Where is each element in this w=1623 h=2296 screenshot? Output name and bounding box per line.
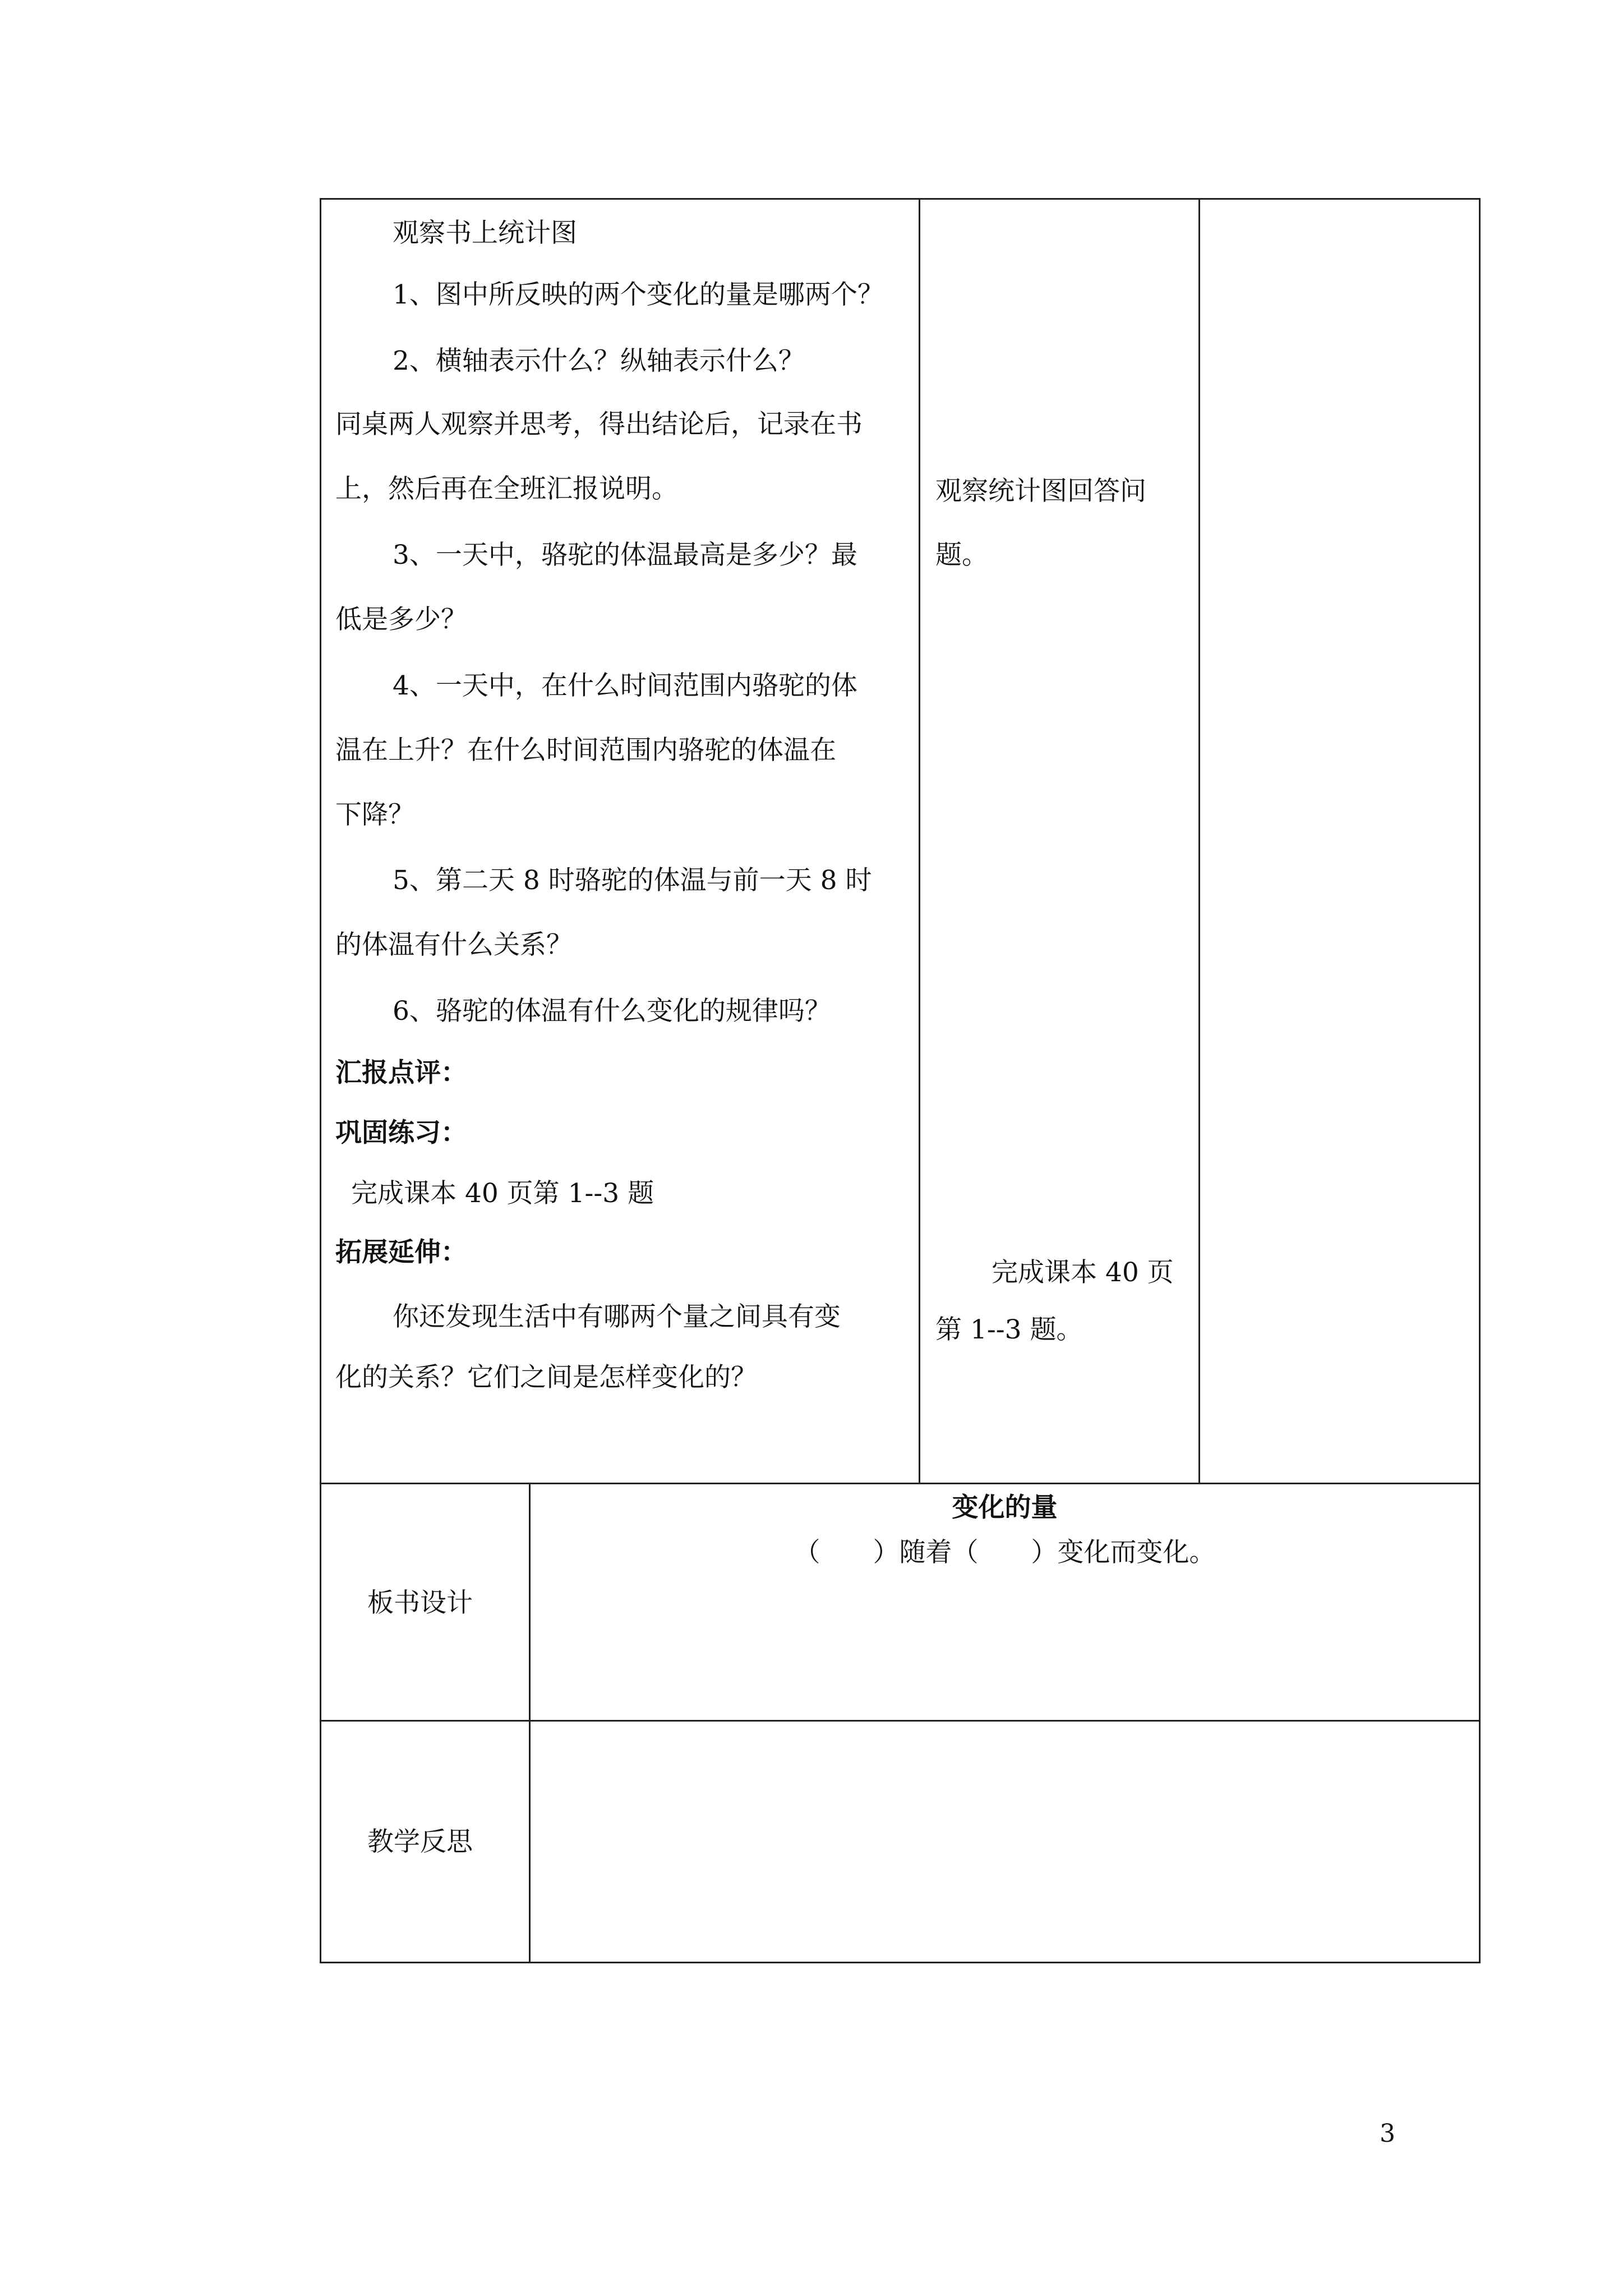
reflection-label: 教学反思 [367,1826,473,1857]
page-number: 3 [1380,2119,1395,2148]
board-title: 变化的量 [952,1492,1058,1523]
activity-line: 5、第二天 8 时骆驼的体温与前一天 8 时 [393,865,872,896]
column-divider-2 [1198,198,1200,1484]
student-line: 题。 [935,540,988,570]
activity-line: 6、骆驼的体温有什么变化的规律吗？ [393,996,831,1027]
activity-line: 4、一天中，在什么时间范围内骆驼的体 [393,670,857,701]
activity-line: 温在上升？在什么时间范围内骆驼的体温在 [335,735,836,766]
section-heading: 巩固练习： [335,1117,467,1148]
board-line: （ ）随着（ ）变化而变化。 [794,1537,1216,1568]
activity-line: 1、图中所反映的两个变化的量是哪两个？ [393,279,884,310]
student-line: 完成课本 40 页 [992,1257,1174,1288]
student-line: 第 1--3 题。 [935,1314,1083,1345]
section-heading: 拓展延伸： [335,1237,467,1268]
activity-line: 上，然后再在全班汇报说明。 [335,473,678,504]
activity-line: 低是多少？ [335,604,467,635]
table-border-right [1479,198,1481,1963]
activity-line: 的体温有什么关系？ [335,930,573,960]
activity-line: 完成课本 40 页第 1--3 题 [351,1178,654,1209]
table-divider-1 [320,1483,1481,1484]
activity-line: 化的关系？它们之间是怎样变化的？ [335,1362,757,1393]
table-border-left [320,198,321,1963]
activity-line: 观察书上统计图 [393,218,577,249]
section-heading: 汇报点评： [335,1057,467,1088]
board-design-label: 板书设计 [367,1588,473,1618]
table-border-bottom [320,1962,1481,1963]
activity-line: 同桌两人观察并思考，得出结论后，记录在书 [335,409,863,440]
activity-line: 2、横轴表示什么？纵轴表示什么？ [393,346,805,376]
table-border-top [320,198,1481,200]
student-line: 观察统计图回答问 [935,476,1146,507]
table-divider-2 [320,1720,1481,1722]
column-divider-1 [919,198,920,1484]
activity-line: 你还发现生活中有哪两个量之间具有变 [393,1301,841,1332]
activity-line: 下降？ [335,799,414,830]
activity-line: 3、一天中，骆驼的体温最高是多少？最 [393,540,857,570]
